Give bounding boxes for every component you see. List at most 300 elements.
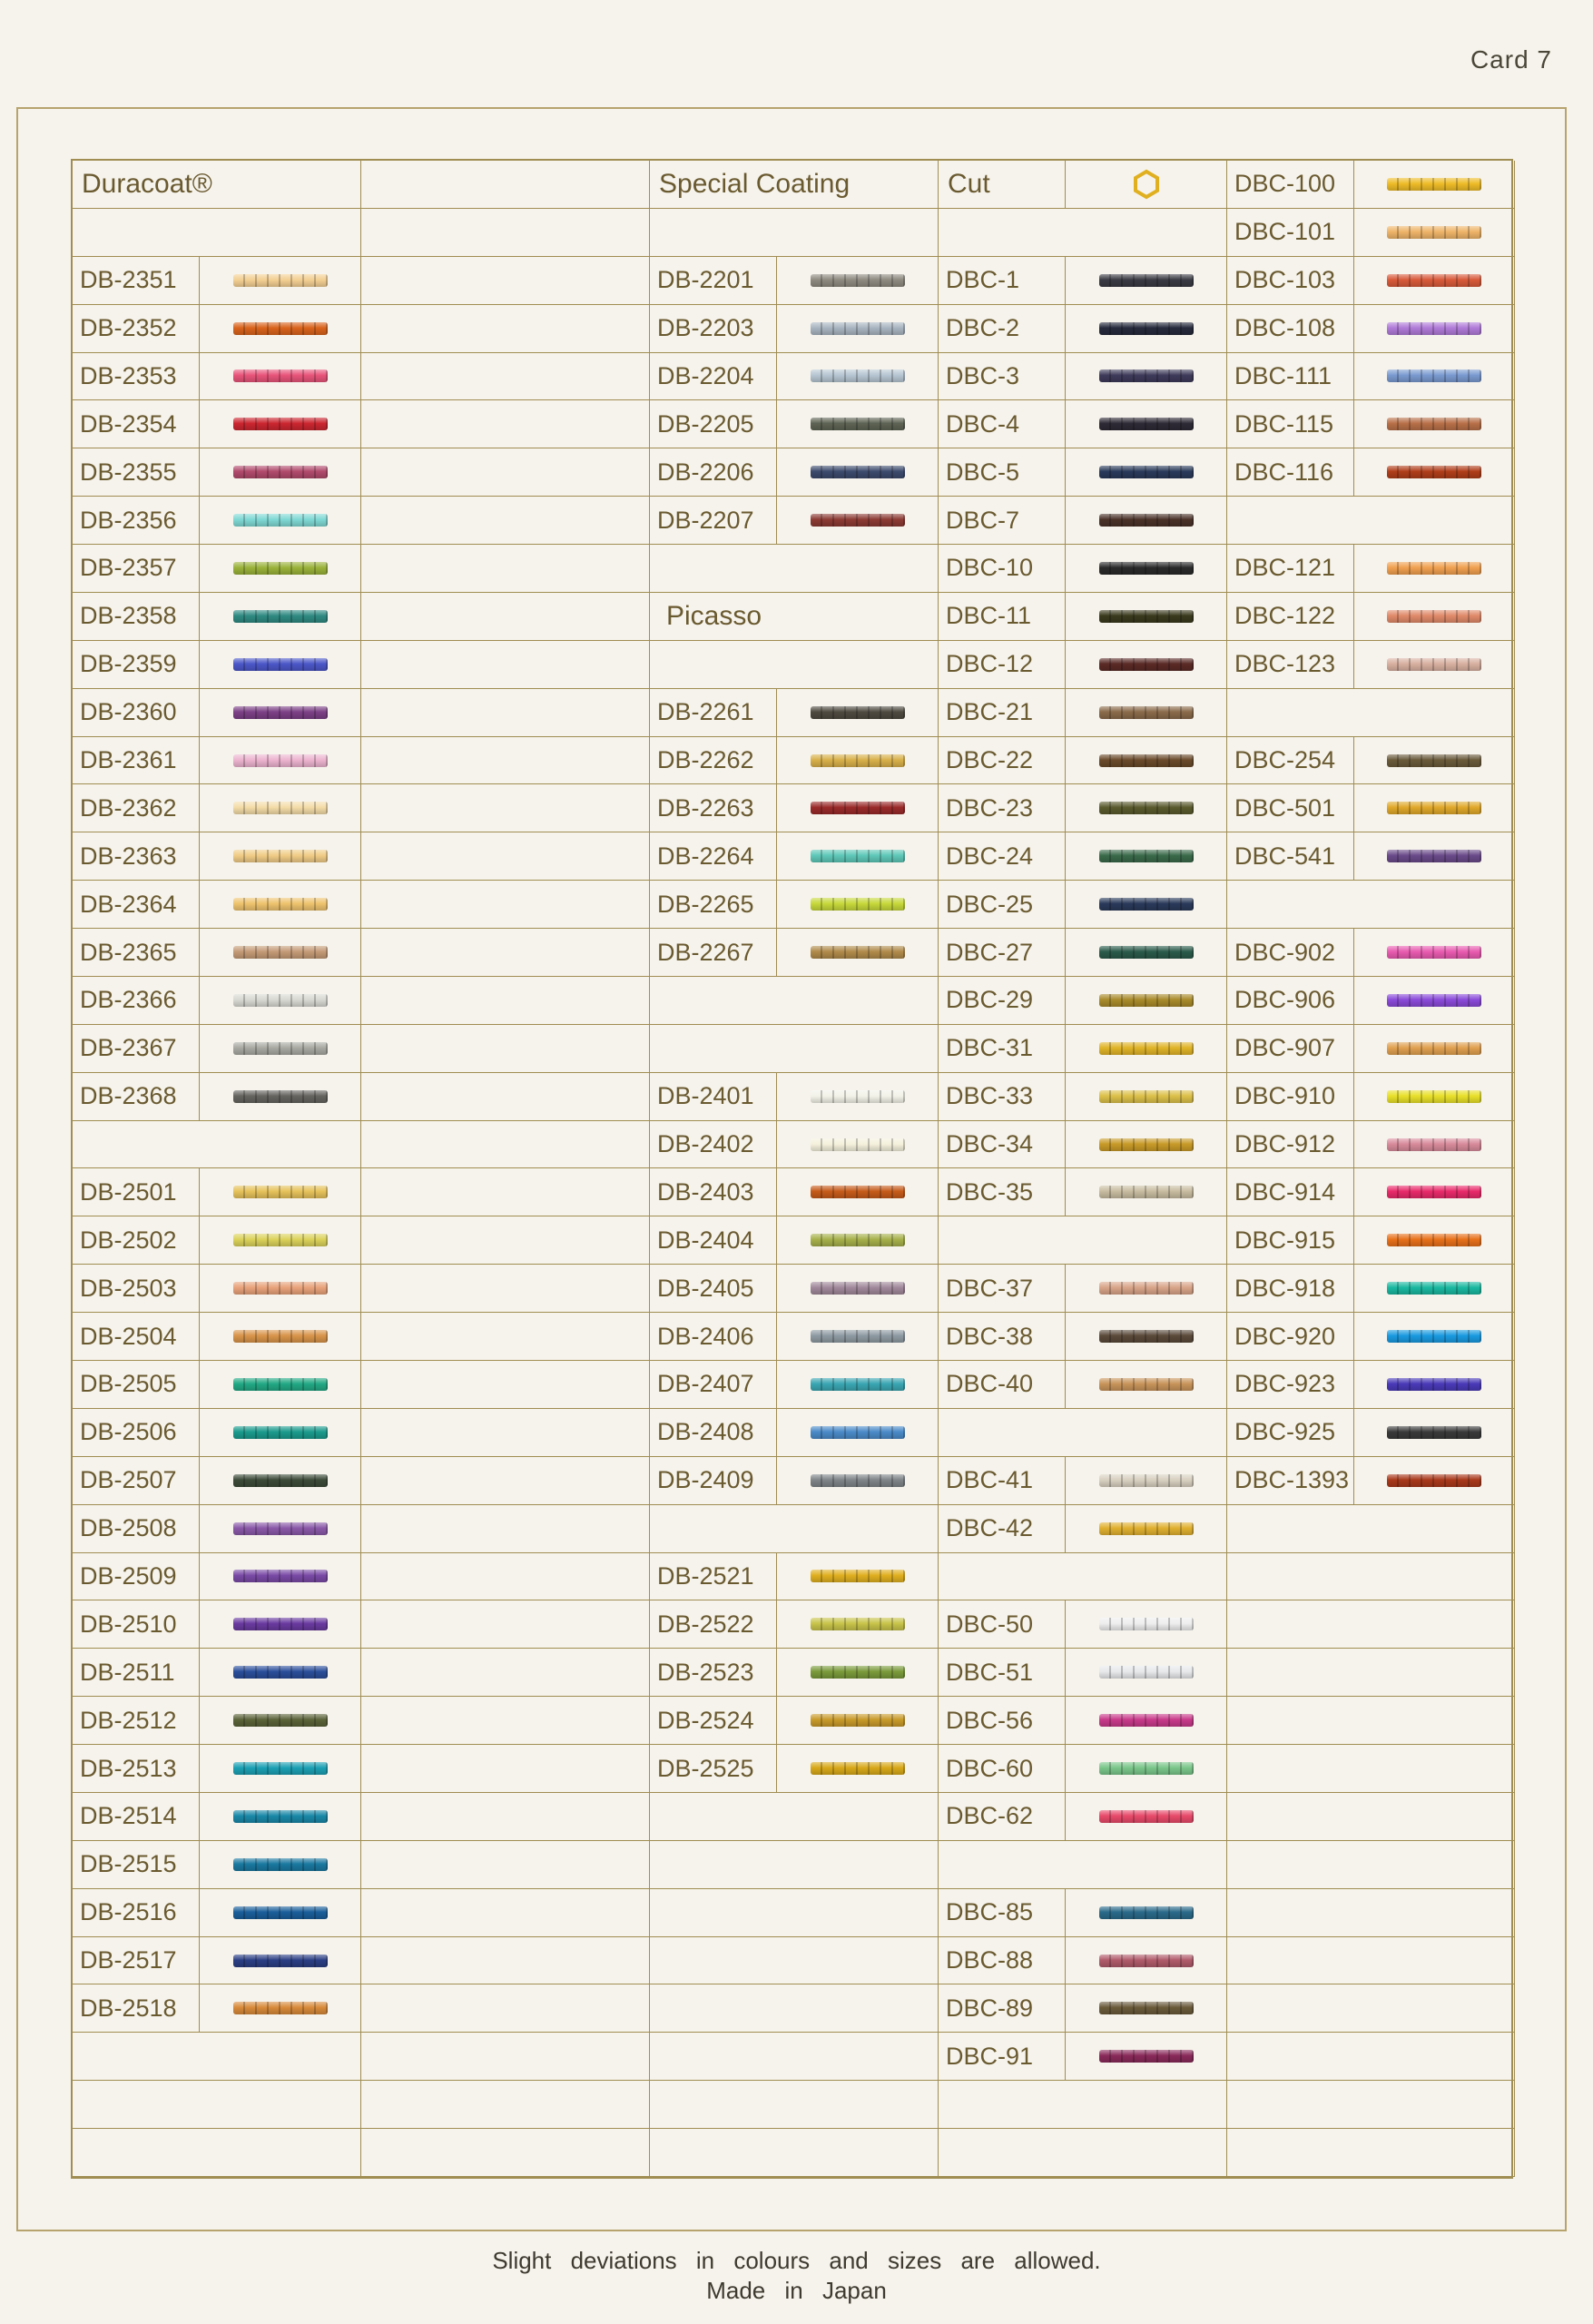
empty-cell (1227, 881, 1515, 929)
bead-swatch (233, 1810, 328, 1823)
bead-code (73, 977, 200, 1025)
bead-code (73, 1505, 200, 1553)
bead-code-text: DB-2365 (80, 938, 177, 966)
bead-code (73, 353, 200, 401)
bead-code-text: DB-2362 (80, 793, 177, 822)
bead-swatch (1387, 850, 1481, 862)
bead-code (939, 1121, 1066, 1169)
bead-code (650, 1600, 777, 1649)
bead-swatch-cell (200, 1313, 361, 1361)
bead-code (939, 641, 1066, 689)
bead-swatch-cell (200, 1649, 361, 1697)
bead-swatch (1099, 994, 1194, 1007)
bead-code-text: DB-2523 (657, 1658, 754, 1686)
bead-swatch-cell (200, 593, 361, 641)
empty-cell (1227, 1937, 1515, 1985)
bead-swatch-cell (1354, 784, 1515, 832)
bead-swatch-cell (777, 1168, 939, 1216)
header-cut-text: Cut (948, 168, 990, 199)
bead-code (939, 1649, 1066, 1697)
bead-code (1227, 209, 1354, 257)
bead-swatch-cell (1066, 1121, 1227, 1169)
bead-swatch-cell (200, 977, 361, 1025)
bead-code (650, 1121, 777, 1169)
bead-swatch (811, 898, 905, 911)
empty-cell (1227, 689, 1515, 737)
bead-code (650, 1361, 777, 1409)
bead-code (939, 832, 1066, 881)
bead-code (939, 545, 1066, 593)
bead-code-text: DB-2503 (80, 1274, 177, 1302)
empty-cell (361, 1216, 650, 1265)
bead-swatch-cell (777, 305, 939, 353)
bead-code (1227, 1216, 1354, 1265)
bead-code (73, 1265, 200, 1313)
bead-code (650, 1073, 777, 1121)
bead-code (939, 353, 1066, 401)
bead-code (1227, 1265, 1354, 1313)
bead-code-text: DBC-914 (1234, 1177, 1336, 1206)
bead-swatch-cell (777, 1457, 939, 1505)
bead-code (650, 400, 777, 448)
bead-swatch-cell (1354, 1265, 1515, 1313)
bead-swatch (233, 1234, 328, 1246)
bead-code-text: DBC-21 (946, 698, 1034, 726)
bead-swatch-cell (200, 832, 361, 881)
bead-swatch (233, 1474, 328, 1487)
bead-code-text: DBC-541 (1234, 842, 1336, 870)
bead-code-text: DBC-23 (946, 793, 1034, 822)
bead-swatch-cell (1066, 1457, 1227, 1505)
bead-code-text: DB-2405 (657, 1274, 754, 1302)
bead-swatch-cell (1354, 1121, 1515, 1169)
empty-cell (650, 641, 939, 689)
bead-swatch (1387, 178, 1481, 191)
bead-swatch (233, 802, 328, 814)
bead-swatch (811, 1378, 905, 1391)
empty-cell (361, 1984, 650, 2033)
bead-swatch (811, 802, 905, 814)
bead-swatch-cell (777, 929, 939, 977)
bead-code (1227, 784, 1354, 832)
bead-code-text: DB-2261 (657, 698, 754, 726)
empty-cell (73, 209, 361, 257)
bead-code (1227, 1409, 1354, 1457)
bead-swatch-cell (200, 1937, 361, 1985)
bead-swatch-cell (1066, 1025, 1227, 1073)
bead-code (73, 1745, 200, 1793)
bead-code (73, 1697, 200, 1745)
bead-code-text: DBC-920 (1234, 1322, 1336, 1350)
bead-swatch (1099, 706, 1194, 719)
bead-swatch (1099, 466, 1194, 478)
empty-cell (650, 1505, 939, 1553)
empty-cell (361, 1168, 650, 1216)
bead-swatch (233, 1426, 328, 1439)
bead-code-text: DB-2409 (657, 1466, 754, 1494)
empty-cell (361, 448, 650, 497)
bead-code-text: DB-2358 (80, 602, 177, 630)
bead-code (939, 784, 1066, 832)
bead-swatch-cell (777, 1600, 939, 1649)
bead-code (650, 1457, 777, 1505)
empty-cell (1227, 1889, 1515, 1937)
bead-swatch (811, 1666, 905, 1679)
bead-swatch (811, 754, 905, 767)
empty-cell (361, 1073, 650, 1121)
bead-swatch-cell (777, 881, 939, 929)
empty-cell (361, 353, 650, 401)
bead-code-text: DB-2201 (657, 266, 754, 294)
empty-cell (361, 2129, 650, 2177)
empty-cell (361, 2033, 650, 2081)
bead-swatch-cell (200, 1841, 361, 1889)
bead-swatch-cell (1066, 737, 1227, 785)
bead-code-text: DBC-12 (946, 650, 1034, 678)
bead-swatch-cell (777, 1073, 939, 1121)
bead-code-text: DBC-902 (1234, 938, 1336, 966)
bead-code-text: DB-2356 (80, 506, 177, 534)
bead-code (1227, 641, 1354, 689)
bead-swatch (233, 1618, 328, 1630)
bead-code-text: DBC-10 (946, 554, 1034, 582)
bead-swatch (811, 1762, 905, 1775)
bead-swatch (1099, 1955, 1194, 1967)
bead-code (1227, 1361, 1354, 1409)
bead-code-text: DB-2511 (80, 1658, 175, 1686)
bead-code (939, 1889, 1066, 1937)
bead-swatch (233, 850, 328, 862)
empty-cell (361, 784, 650, 832)
bead-code (73, 1361, 200, 1409)
bead-code (650, 689, 777, 737)
bead-code (650, 448, 777, 497)
bead-swatch (1387, 1282, 1481, 1295)
bead-swatch-cell (777, 497, 939, 545)
header-duracoat-text: Duracoat® (82, 168, 212, 199)
bead-swatch-cell (200, 400, 361, 448)
bead-code-text: DB-2408 (657, 1418, 754, 1446)
bead-swatch (1387, 274, 1481, 287)
bead-swatch (1099, 1138, 1194, 1151)
bead-swatch-cell (200, 881, 361, 929)
bead-code-text: DBC-121 (1234, 554, 1336, 582)
empty-cell (1227, 1649, 1515, 1697)
empty-cell (939, 2081, 1227, 2129)
bead-swatch-cell (777, 784, 939, 832)
bead-code-text: DBC-34 (946, 1130, 1034, 1158)
bead-code-text: DBC-40 (946, 1370, 1034, 1398)
bead-code-text: DBC-122 (1234, 602, 1336, 630)
bead-code-text: DBC-27 (946, 938, 1034, 966)
bead-code-text: DBC-915 (1234, 1226, 1336, 1254)
bead-swatch-cell (200, 1600, 361, 1649)
bead-swatch-cell (1354, 353, 1515, 401)
bead-code-text: DB-2522 (657, 1610, 754, 1638)
bead-code-text: DBC-35 (946, 1177, 1034, 1206)
bead-swatch (1099, 514, 1194, 527)
bead-swatch-cell (1066, 1505, 1227, 1553)
bead-swatch (811, 322, 905, 335)
bead-code-text: DB-2507 (80, 1466, 177, 1494)
bead-code (1227, 1457, 1354, 1505)
bead-code-text: DBC-41 (946, 1466, 1034, 1494)
bead-swatch (1099, 2002, 1194, 2014)
empty-cell (361, 257, 650, 305)
bead-swatch (1387, 754, 1481, 767)
bead-swatch-cell (1354, 1361, 1515, 1409)
bead-swatch (233, 898, 328, 911)
bead-code-text: DB-2353 (80, 361, 177, 389)
bead-swatch-cell (1354, 1168, 1515, 1216)
bead-swatch-cell (200, 737, 361, 785)
bead-swatch-cell (1354, 305, 1515, 353)
bead-code-text: DB-2518 (80, 1994, 177, 2022)
bead-code-text: DBC-56 (946, 1706, 1034, 1734)
bead-code-text: DBC-91 (946, 2042, 1034, 2070)
bead-swatch (233, 418, 328, 430)
empty-cell (650, 1793, 939, 1841)
bead-code-text: DB-2515 (80, 1850, 177, 1878)
bead-swatch (233, 1522, 328, 1535)
bead-code-text: DB-2264 (657, 842, 754, 870)
bead-code (939, 929, 1066, 977)
bead-swatch-cell (200, 1697, 361, 1745)
bead-swatch (1099, 658, 1194, 671)
empty-cell (1227, 1600, 1515, 1649)
bead-code (73, 1073, 200, 1121)
bead-swatch-cell (1354, 448, 1515, 497)
bead-code-text: DBC-51 (946, 1658, 1034, 1686)
bead-swatch-cell (1066, 353, 1227, 401)
bead-swatch-cell (200, 257, 361, 305)
bead-swatch (233, 1570, 328, 1582)
bead-code-text: DB-2352 (80, 314, 177, 342)
bead-code-text: DB-2357 (80, 554, 177, 582)
empty-cell (361, 400, 650, 448)
bead-code-text: DB-2521 (657, 1561, 754, 1590)
bead-code-text: DBC-123 (1234, 650, 1336, 678)
bead-swatch (811, 850, 905, 862)
bead-code (73, 881, 200, 929)
bead-swatch (1387, 466, 1481, 478)
bead-code (939, 977, 1066, 1025)
bead-swatch (233, 2002, 328, 2014)
bead-code (73, 1889, 200, 1937)
bead-swatch-cell (200, 1025, 361, 1073)
bead-swatch (811, 466, 905, 478)
bead-swatch-cell (200, 305, 361, 353)
bead-code (650, 1168, 777, 1216)
bead-swatch-cell (1066, 1697, 1227, 1745)
bead-swatch (233, 1330, 328, 1343)
bead-swatch (811, 1426, 905, 1439)
bead-swatch-cell (200, 497, 361, 545)
bead-code (73, 689, 200, 737)
bead-swatch-cell (777, 448, 939, 497)
bead-swatch (811, 1090, 905, 1103)
bead-code-text: DBC-25 (946, 890, 1034, 918)
bead-code-text: DB-2267 (657, 938, 754, 966)
bead-swatch (1387, 1234, 1481, 1246)
bead-swatch-cell (1066, 2033, 1227, 2081)
bead-code-text: DBC-115 (1234, 409, 1334, 438)
bead-code (939, 1361, 1066, 1409)
bead-code (1227, 929, 1354, 977)
bead-swatch (1387, 1042, 1481, 1055)
bead-swatch-cell (1354, 1409, 1515, 1457)
bead-code (73, 593, 200, 641)
bead-swatch-cell (1066, 1984, 1227, 2033)
bead-swatch-cell (1354, 161, 1515, 209)
bead-code (650, 881, 777, 929)
bead-code-text: DB-2205 (657, 409, 754, 438)
empty-cell (361, 1313, 650, 1361)
empty-cell (361, 1265, 650, 1313)
bead-code-text: DBC-254 (1234, 746, 1336, 773)
bead-swatch (233, 466, 328, 478)
empty-cell (1227, 1505, 1515, 1553)
bead-code (939, 1025, 1066, 1073)
bead-swatch (1387, 946, 1481, 959)
empty-cell (361, 1793, 650, 1841)
bead-code (73, 1793, 200, 1841)
bead-code-text: DBC-906 (1234, 986, 1336, 1014)
bead-swatch (1387, 1330, 1481, 1343)
empty-cell (1227, 1841, 1515, 1889)
bead-swatch (1387, 1474, 1481, 1487)
bead-code (73, 832, 200, 881)
bead-code-text: DB-2403 (657, 1177, 754, 1206)
bead-code (650, 305, 777, 353)
bead-swatch-cell (1066, 832, 1227, 881)
bead-swatch-cell (1066, 641, 1227, 689)
bead-code-text: DB-2360 (80, 698, 177, 726)
bead-code-text: DBC-88 (946, 1946, 1034, 1974)
bead-swatch (1387, 1426, 1481, 1439)
bead-code (73, 1409, 200, 1457)
bead-swatch (1099, 1762, 1194, 1775)
bead-swatch-cell (1354, 593, 1515, 641)
bead-swatch-cell (1354, 400, 1515, 448)
bead-code-text: DB-2524 (657, 1706, 754, 1734)
bead-swatch-cell (200, 1168, 361, 1216)
bead-swatch (233, 658, 328, 671)
bead-code-text: DB-2203 (657, 314, 754, 342)
bead-swatch-cell (777, 1649, 939, 1697)
empty-cell (361, 1361, 650, 1409)
bead-swatch-cell (1066, 1793, 1227, 1841)
bead-code-text: DB-2517 (80, 1946, 177, 1974)
bead-code (939, 1745, 1066, 1793)
bead-swatch-cell (1066, 689, 1227, 737)
bead-code-text: DBC-50 (946, 1610, 1034, 1638)
bead-code (939, 737, 1066, 785)
bead-swatch-cell (1354, 641, 1515, 689)
bead-swatch (1099, 1666, 1194, 1679)
bead-code-text: DB-2407 (657, 1370, 754, 1398)
bead-swatch-cell (200, 929, 361, 977)
bead-code-text: DBC-38 (946, 1322, 1034, 1350)
bead-code-text: DBC-923 (1234, 1370, 1336, 1398)
bead-swatch (1099, 1330, 1194, 1343)
empty-cell (939, 209, 1227, 257)
bead-code (650, 1265, 777, 1313)
empty-cell (361, 832, 650, 881)
bead-code (73, 1216, 200, 1265)
bead-swatch-cell (200, 784, 361, 832)
empty-cell (361, 689, 650, 737)
bead-code (650, 497, 777, 545)
bead-swatch (1099, 2050, 1194, 2063)
bead-code (939, 400, 1066, 448)
bead-code (1227, 737, 1354, 785)
bead-code-text: DBC-5 (946, 458, 1020, 486)
bead-code-text: DB-2512 (80, 1706, 177, 1734)
bead-code-text: DB-2505 (80, 1370, 177, 1398)
bead-code (939, 1793, 1066, 1841)
bead-code (73, 257, 200, 305)
empty-cell (361, 977, 650, 1025)
bead-code-text: DB-2204 (657, 361, 754, 389)
bead-code-text: DBC-1 (946, 266, 1020, 294)
bead-code (939, 305, 1066, 353)
bead-code-text: DB-2502 (80, 1226, 177, 1254)
empty-cell (361, 545, 650, 593)
bead-swatch (811, 1282, 905, 1295)
bead-code (650, 832, 777, 881)
bead-swatch-cell (1354, 929, 1515, 977)
empty-cell (1227, 1697, 1515, 1745)
bead-swatch-cell (200, 1265, 361, 1313)
bead-swatch-cell (1066, 1265, 1227, 1313)
bead-swatch (811, 1570, 905, 1582)
bead-code-text: DB-2262 (657, 746, 754, 773)
bead-code-text: DB-2355 (80, 458, 177, 486)
bead-swatch-cell (1066, 1937, 1227, 1985)
bead-swatch-cell (1066, 1073, 1227, 1121)
bead-swatch (1387, 658, 1481, 671)
empty-cell (361, 1121, 650, 1169)
bead-swatch (1099, 946, 1194, 959)
bead-code (650, 1313, 777, 1361)
bead-code (939, 1265, 1066, 1313)
bead-code (650, 737, 777, 785)
bead-code-text: DBC-910 (1234, 1082, 1336, 1110)
bead-code (939, 1984, 1066, 2033)
bead-code-text: DBC-912 (1234, 1130, 1336, 1158)
bead-code (939, 881, 1066, 929)
card-label: Card 7 (1470, 45, 1552, 74)
bead-swatch-cell (777, 1265, 939, 1313)
empty-cell (1227, 2129, 1515, 2177)
bead-swatch (233, 562, 328, 575)
bead-code-text: DB-2504 (80, 1322, 177, 1350)
bead-code (939, 1697, 1066, 1745)
empty-cell (73, 2081, 361, 2129)
bead-code (939, 593, 1066, 641)
empty-cell (361, 1697, 650, 1745)
bead-swatch-cell (1354, 209, 1515, 257)
empty-cell (361, 497, 650, 545)
bead-swatch (233, 1762, 328, 1775)
origin-text: Made in Japan (706, 2277, 887, 2304)
bead-swatch-cell (1066, 784, 1227, 832)
bead-code (939, 497, 1066, 545)
bead-code-text: DBC-103 (1234, 266, 1336, 294)
bead-swatch (1099, 562, 1194, 575)
bead-swatch (811, 1138, 905, 1151)
